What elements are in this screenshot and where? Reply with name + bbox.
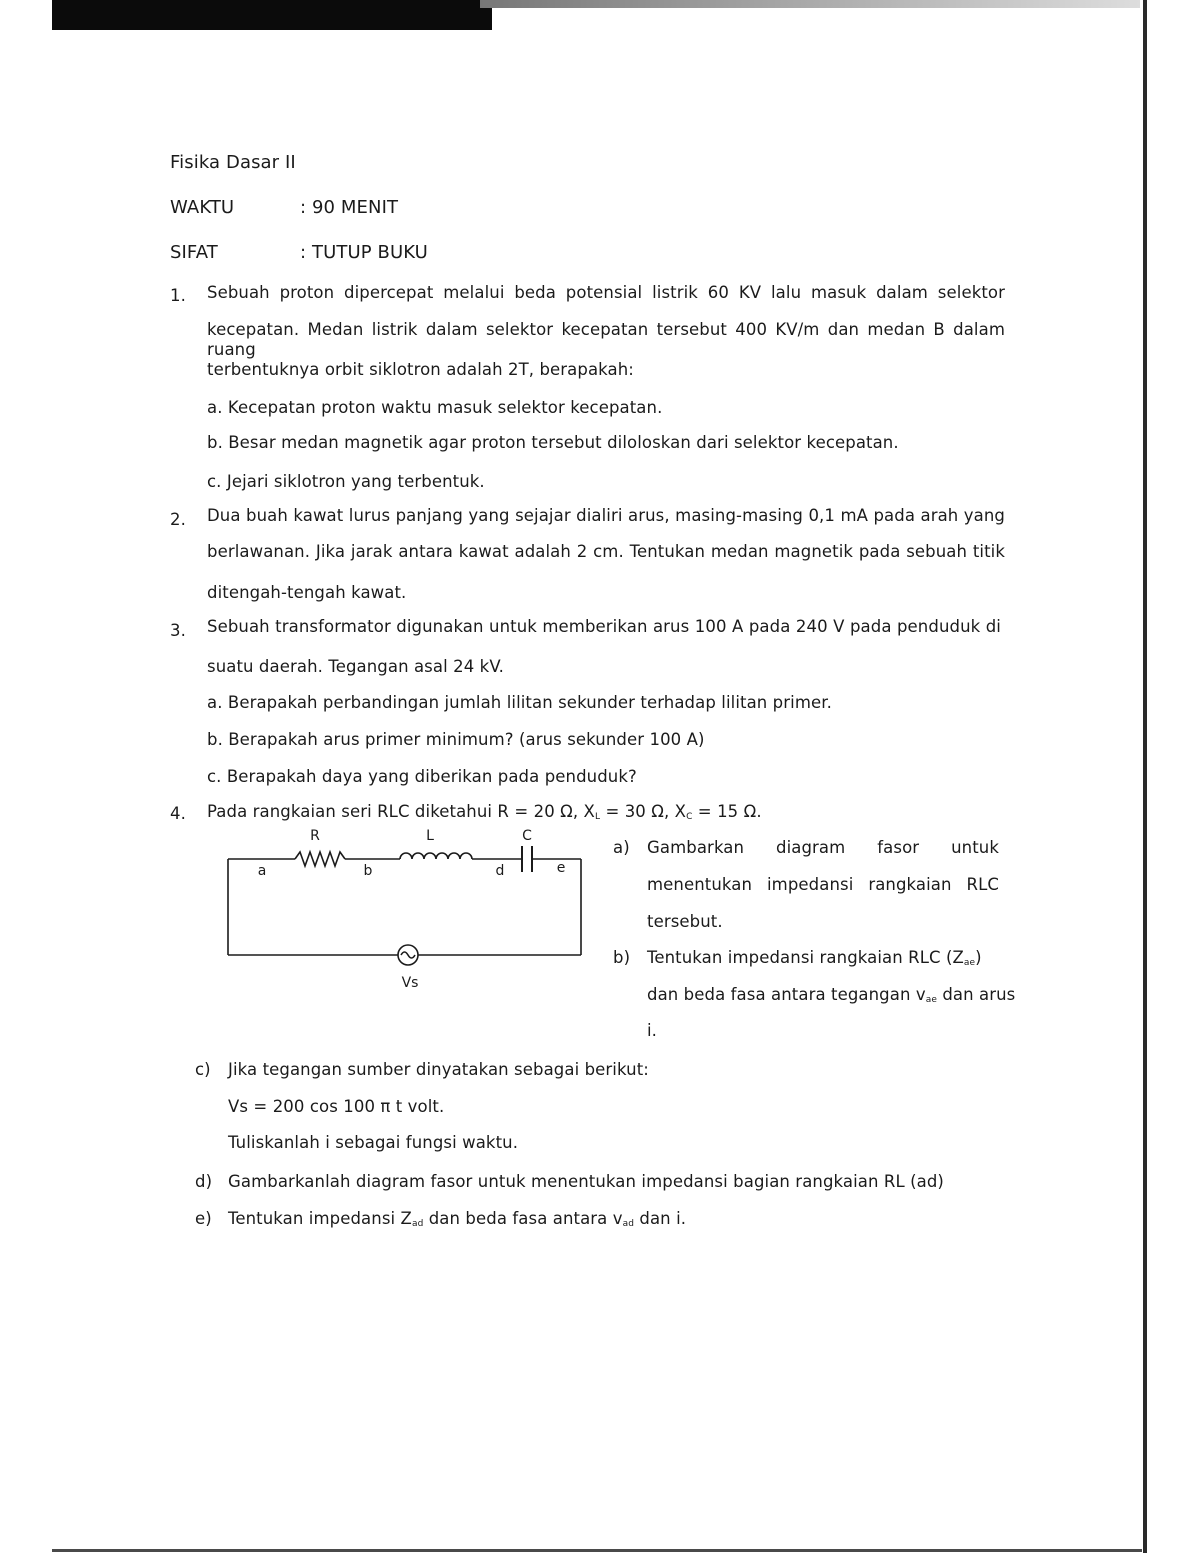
q3-line1: Sebuah transformator digunakan untuk memberikan arus 100 A pada 240 V pada penduduk di [207, 617, 1001, 636]
q4a-line2: menentukan impedansi rangkaian RLC [647, 875, 999, 894]
q2-number: 2. [170, 510, 186, 529]
q1-line2: kecepatan. Medan listrik dalam selektor kecepatan tersebut 400 KV/m dan medan B dalam ruang [207, 320, 1005, 359]
q4b-line3: i. [647, 1021, 658, 1040]
time-value: : 90 MENIT [300, 197, 399, 218]
scan-bottom-edge [52, 1549, 1142, 1552]
q4a-line1: Gambarkan diagram fasor untuk [647, 838, 999, 857]
q2-line2: berlawanan. Jika jarak antara kawat adalah 2 cm. Tentukan medan magnetik pada sebuah titik [207, 542, 1005, 561]
time-label: WAKTU [170, 197, 235, 218]
q3-sub-b: b. Berapakah arus primer minimum? (arus sekunder 100 A) [207, 730, 705, 749]
q3-sub-a: a. Berapakah perbandingan jumlah lilitan sekunder terhadap lilitan primer. [207, 693, 832, 712]
q1-line1: Sebuah proton dipercepat melalui beda potensial listrik 60 KV lalu masuk dalam selektor [207, 283, 1005, 302]
q4e-label: e) [195, 1209, 212, 1228]
q1-number: 1. [170, 286, 186, 305]
label-r: R [310, 828, 320, 844]
rlc-circuit-diagram [205, 822, 600, 997]
q2-line3: ditengah-tengah kawat. [207, 583, 407, 602]
q4-number: 4. [170, 804, 186, 823]
label-c: C [522, 828, 532, 844]
q4d-label: d) [195, 1172, 213, 1191]
node-a: a [257, 863, 267, 879]
node-b: b [363, 863, 373, 879]
course-title: Fisika Dasar II [170, 152, 296, 173]
q1-line3: terbentuknya orbit siklotron adalah 2T, berapakah: [207, 360, 634, 379]
q4a-line3: tersebut. [647, 912, 723, 931]
label-l: L [426, 828, 434, 844]
q1-sub-a: a. Kecepatan proton waktu masuk selektor kecepatan. [207, 398, 663, 417]
node-e: e [556, 860, 566, 876]
q4c-line1: Jika tegangan sumber dinyatakan sebagai berikut: [228, 1060, 649, 1079]
resistor-symbol [295, 852, 345, 866]
source-label: Vs [401, 975, 419, 991]
node-d: d [495, 863, 505, 879]
scan-right-edge [1143, 0, 1147, 1553]
q3-sub-c: c. Berapakah daya yang diberikan pada penduduk? [207, 767, 637, 786]
q4c-label: c) [195, 1060, 211, 1079]
q4c-line3: Tuliskanlah i sebagai fungsi waktu. [228, 1133, 519, 1152]
type-value: : TUTUP BUKU [300, 242, 428, 263]
scan-top-shadow [480, 0, 1140, 8]
q4-intro: Pada rangkaian seri RLC diketahui R = 20 Ω, $X_L = 30$ Ω, $X_C = 15$ Ω. [207, 802, 762, 822]
scan-top-border [52, 0, 492, 30]
q4e-line1: Tentukan impedansi $Z_{ad}$ dan beda fasa antara $v_{ad}$ dan i. [228, 1209, 687, 1229]
q1-sub-c: c. Jejari siklotron yang terbentuk. [207, 472, 485, 491]
q1-sub-b: b. Besar medan magnetik agar proton tersebut diloloskan dari selektor kecepatan. [207, 433, 899, 452]
ac-source-wave [401, 952, 415, 958]
q3-number: 3. [170, 621, 186, 640]
q4d-line1: Gambarkanlah diagram fasor untuk menentukan impedansi bagian rangkaian RL (ad) [228, 1172, 944, 1191]
q4a-label: a) [613, 838, 630, 857]
q2-line1: Dua buah kawat lurus panjang yang sejajar dialiri arus, masing-masing 0,1 mA pada arah yang [207, 506, 1005, 525]
q4b-label: b) [613, 948, 631, 967]
q4b-line1: Tentukan impedansi rangkaian RLC $(Z_{ae})$ [647, 948, 982, 968]
q4b-line2: dan beda fasa antara tegangan $v_{ae}$ dan arus [647, 985, 1016, 1005]
q3-line2: suatu daerah. Tegangan asal 24 kV. [207, 657, 504, 676]
type-label: SIFAT [170, 242, 218, 263]
q4c-line2: Vs = 200 cos 100 π t volt. [228, 1097, 445, 1116]
inductor-symbol [400, 853, 472, 859]
